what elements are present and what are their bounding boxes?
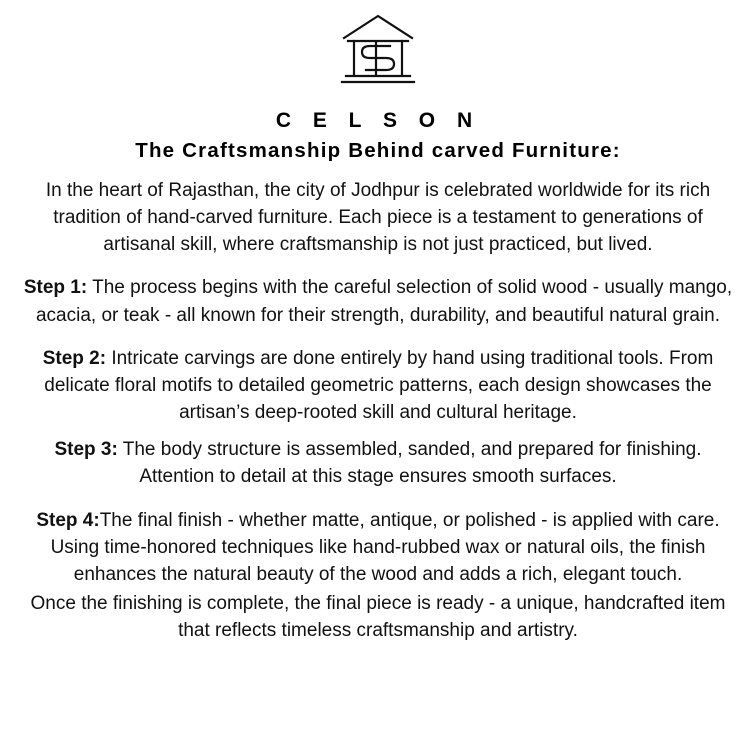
brand-name: C E L S O N [275, 109, 481, 132]
page-title: The Craftsmanship Behind carved Furniture: [135, 139, 621, 162]
step-paragraph-4 [22, 507, 734, 588]
intro-paragraph: In the heart of Rajasthan, the city of Jodhpur is celebrated worldwide for its rich tradition of hand-carved furniture. Each piece is a testament to generations of artisanal skill, where craftsmanship is not just practiced, but lived. [45, 180, 711, 256]
closing-paragraph: Once the finishing is complete, the final piece is ready - a unique, handcrafted item that reflects timeless craftsmanship and artistry. [30, 593, 726, 642]
step-paragraph-1 [22, 274, 734, 328]
step-label-4: Step 4: [36, 509, 100, 531]
step-text-3: The body structure is assembled, sanded, and prepared for finishing. Attention to detail at this stage ensures smooth surfaces. [117, 439, 702, 488]
step-paragraph-3 [22, 436, 734, 490]
step-text-4: The final finish - whether matte, antique, or polished - is applied with care. Using time-honored techniques like hand-rubbed wax or natural oils, the finish enhances the natural beauty of the wood and adds a rich, elegant touch. [50, 509, 720, 585]
step-text-2: Intricate carvings are done entirely by hand using traditional tools. From delicate floral motifs to detailed geometric patterns, each design showcases the artisan’s deep-rooted skill and cultural heritage. [44, 347, 714, 424]
logo-container [22, 12, 734, 99]
step-label-1: Step 1: [23, 277, 88, 299]
celson-house-monogram-logo-icon [330, 12, 426, 99]
step-text-1: The process begins with the careful selection of solid wood - usually mango, acacia, or teak - all known for their strength, durability, and beautiful natural grain. [35, 277, 733, 326]
step-label-3: Step 3: [54, 439, 118, 461]
step-paragraph-2 [22, 345, 734, 426]
step-label-2: Step 2: [42, 347, 107, 369]
